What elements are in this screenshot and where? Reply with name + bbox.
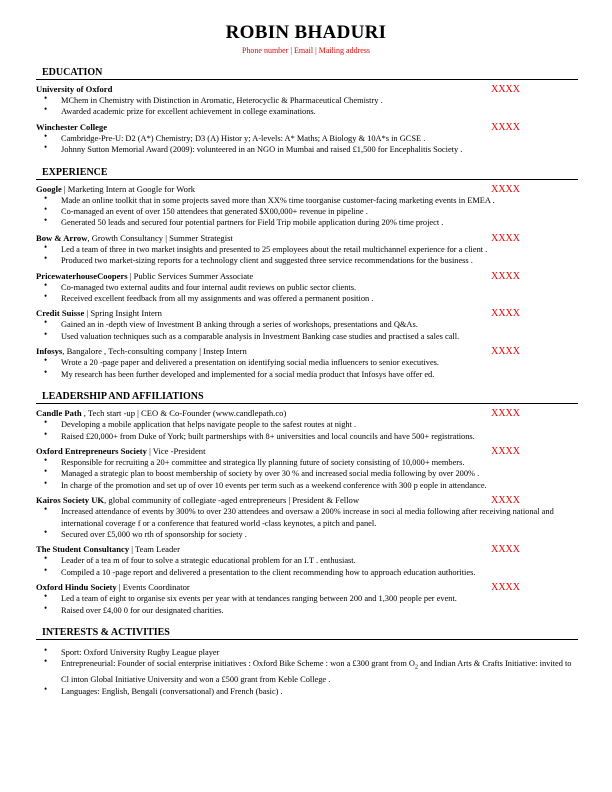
entry-org: Winchester College (36, 121, 108, 132)
section-divider (36, 79, 578, 80)
bullet-item: • Raised over £4,00 0 for our designated charities. (36, 605, 578, 616)
bullet-item: • Increased attendance of events by 300% to over 230 attendees and oversaw a 200% increase in soci al media following after receiving national and international coverage f or a conference that featured world -class keynotes, a pitch and panel. (36, 506, 578, 529)
date-placeholder: XXXX (491, 183, 520, 195)
bullet-item: • MChem in Chemistry with Distinction in Aromatic, Heterocyclic & Pharmaceutical Chemistry . (36, 95, 578, 106)
resume-body (36, 56, 578, 701)
entry-desc: | Marketing Intern at Google for Work (61, 183, 196, 194)
contact-line: Phone number | Email | Mailing address (241, 46, 371, 55)
date-placeholder: XXXX (491, 270, 520, 282)
entry-org: University of Oxford (36, 84, 113, 94)
experience-entry-google (36, 184, 578, 229)
leadership-entry-student-consultancy (36, 544, 578, 578)
bullet-item: • My research has been further developed and implemented for a social media product that Infosys have offer ed. (36, 369, 578, 380)
entry-org: The Student Consultancy (36, 544, 130, 555)
bullet-item: • In charge of the promotion and set up of over 10 events per term such as a weekend conference with 300 p eople in attendance. (36, 480, 578, 491)
resume-name: ROBIN BHADURI (225, 22, 387, 43)
entry-desc: , Growth Consultancy | Summer Strategist (87, 232, 233, 243)
experience-entry-pwc (36, 271, 578, 305)
bullet-item: • Responsible for recruiting a 20+ committee and strategica lly planning future of society consisting of 10,000+ members. (36, 457, 578, 468)
bullet-item: • Managed a strategic plan to boost membership of society by over 30 % and increased social media following by over 200% . (36, 468, 578, 479)
bullet-item: • Made an online toolkit that in some projects saved more than XX% time toorganise customer-facing marketing events in EMEA . (36, 195, 578, 206)
experience-entry-bow-arrow (36, 233, 578, 267)
bullet-item: • Johnny Sutton Memorial Award (2009): volunteered in an NGO in Mumbai and raised £1,500 for Encephalitis Society . (36, 144, 578, 155)
bullet-item: • Wrote a 20 -page paper and delivered a presentation on identifying social media influencers to senior executives. (36, 357, 578, 368)
date-placeholder: XXXX (491, 121, 520, 133)
date-placeholder: XXXX (491, 544, 520, 556)
bullet-item: • Gained an in -depth view of Investment B anking through a series of workshops, presentations and Q&As. (36, 319, 578, 330)
interest-sport: • Sport: Oxford University Rugby League player (36, 647, 578, 658)
section-title-experience: EXPERIENCE (42, 166, 108, 178)
interests-entry (36, 644, 578, 697)
leadership-entry-hindu-society (36, 582, 578, 616)
education-entry-winchester (36, 122, 578, 156)
bullet-item: • Used valuation techniques such as a comparable analysis in Investment Banking case studies and practised a sales call. (36, 331, 578, 342)
entry-org: Kairos Society UK (36, 495, 105, 506)
entry-org: Infosys (36, 346, 63, 357)
bullet-item: • Raised £20,000+ from Duke of York; built partnerships with 8+ universities and local councils and have 500+ registrations. (36, 431, 578, 442)
bullet-item: • Led a team of eight to organise six events per year with at tendances ranging between 200 and 1,300 people per event. (36, 593, 578, 604)
date-placeholder: XXXX (491, 84, 520, 95)
bullet-item: • Compiled a 10 -page report and delivered a presentation to the client recommending how to approach education authorities. (36, 567, 578, 578)
entry-desc: , global community of collegiate -aged entrepreneurs | President & Fellow (104, 495, 360, 506)
entry-desc: | Vice -President (146, 445, 206, 456)
leadership-entry-candle-path (36, 408, 578, 442)
bullet-item: • Secured over £5,000 wo rth of sponsorship for society . (36, 529, 578, 540)
experience-entry-credit-suisse (36, 308, 578, 342)
bullet-item: • Produced two market-sizing reports for a technology client and suggested three service recommendations for the business . (36, 255, 578, 266)
entry-desc: , Bangalore , Tech-consulting company | Instep Intern (62, 346, 247, 357)
section-divider (36, 179, 578, 180)
date-placeholder: XXXX (491, 582, 520, 594)
bullet-item: • Cambridge-Pre-U: D2 (A*) Chemistry; D3 (A) Histor y; A-levels: A* Maths; A Biology & 10A*s in GCSE . (36, 133, 578, 144)
experience-entry-infosys (36, 346, 578, 380)
bullet-item: • Developing a mobile application that helps navigate people to the safest routes at night . (36, 419, 578, 430)
entry-desc: , Tech start -up | CEO & Co-Founder (www.candlepath.co) (81, 408, 287, 419)
bullet-item: • Generated 50 leads and secured four potential partners for Field Trip mobile application during 20% time project . (36, 217, 578, 228)
entry-org: Bow & Arrow (36, 232, 88, 243)
entry-org: Candle Path (36, 408, 82, 419)
education-entry-oxford (36, 84, 578, 118)
section-divider (36, 403, 578, 404)
date-placeholder: XXXX (491, 232, 520, 244)
date-placeholder: XXXX (491, 408, 520, 420)
date-placeholder: XXXX (491, 495, 520, 507)
interest-languages: • Languages: English, Bengali (conversational) and French (basic) . (36, 686, 578, 697)
entry-org: Google (36, 183, 62, 194)
entry-desc: | Team Leader (129, 544, 180, 555)
bullet-item: • Received excellent feedback from all my assignments and was offered a permanent position . (36, 293, 578, 304)
bullet-item: • Awarded academic prize for excellent achievement in college examinations. (36, 106, 578, 117)
bullet-item: • Leader of a tea m of four to solve a strategic educational problem for an I.T . enthusiast. (36, 555, 578, 566)
bullet-item: • Co-managed two external audits and four internal audit reviews on public sector clients. (36, 282, 578, 293)
entry-desc: | Events Coordinator (116, 582, 190, 593)
section-divider (36, 639, 578, 640)
leadership-entry-oxford-entrepreneurs (36, 446, 578, 491)
date-placeholder: XXXX (491, 308, 520, 320)
entry-org: Oxford Entrepreneurs Society (36, 445, 147, 456)
leadership-entry-kairos (36, 495, 578, 540)
entry-org: Credit Suisse (36, 308, 85, 319)
bullet-item: • Co-managed an event of over 150 attendees that generated $X00,000+ revenue in pipeline . (36, 206, 578, 217)
date-placeholder: XXXX (491, 445, 520, 457)
entry-org: Oxford Hindu Society (36, 582, 117, 593)
section-title-leadership: LEADERSHIP AND AFFILIATIONS (42, 391, 204, 403)
entry-desc: | Spring Insight Intern (84, 308, 162, 319)
section-title-education: EDUCATION (42, 67, 103, 78)
entry-desc: | Public Services Summer Associate (127, 270, 254, 281)
bullet-item: • Led a team of three in two market insights and presented to 25 employees about the retail multichannel experience for a client . (36, 244, 578, 255)
entry-org: PricewaterhouseCoopers (36, 270, 128, 281)
interest-entrepreneurial: • Entrepreneurial: Founder of social enterprise initiatives : Oxford Bike Scheme : won a £300 grant from $O_2$ and Indian Arts & Crafts Initiative: invited to Cl inton Global Initiative University and won a £500 grant from Keble College . (36, 658, 578, 685)
section-title-interests: INTERESTS & ACTIVITIES (42, 626, 170, 638)
date-placeholder: XXXX (491, 346, 520, 358)
